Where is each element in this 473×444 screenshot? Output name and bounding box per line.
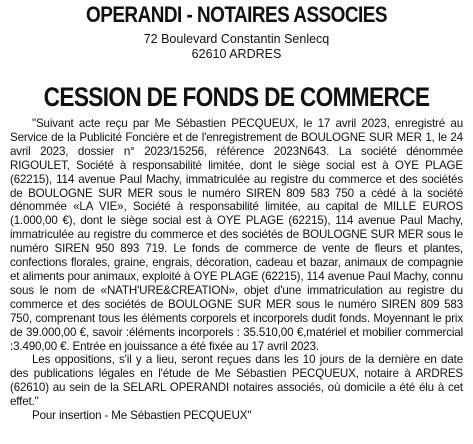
- notice-paragraph-oppositions: Les oppositions, s'il y a lieu, seront reçues dans les 10 jours de la dernière en date des publications légales en l'étude de Me Sébastien PECQUEUX, notaire à ARDRES (62610) au sein de la SELARL OPERANDI notaires associés, où domicile a été élu à cet effet.": [10, 353, 463, 409]
- notice-body: [10, 117, 463, 423]
- firm-address-street: 72 Boulevard Constantin Senlecq: [143, 32, 330, 46]
- firm-address-city: 62610 ARDRES: [191, 47, 282, 61]
- notice-paragraph-deed: "Suivant acte reçu par Me Sébastien PECQUEUX, le 17 avril 2023, enregistré au Service de la Publicité Foncière et de l'enregistrement de BOULOGNE SUR MER 1, le 24 avril 2023, dossier n° 2023/15256, référence 2023N643. La société dénommée RIGOULET, Société à responsabilité limitée, dont le siège social est à OYE PLAGE (62215), 114 avenue Paul Machy, immatriculée au registre du commerce et des sociétés de BOULOGNE SUR MER sous le numéro SIREN 809 583 750 a cédé à la société dénommée «LA VIE», Société à responsabilité limitée, au capital de MILLE EUROS (1.000,00 €), dont le siège social est à OYE PLAGE (62215), 114 avenue Paul Machy, immatriculée au registre du commerce et des sociétés de BOULOGNE SUR MER sous le numéro SIREN 950 893 719. Le fonds de commerce de vente de fleurs et plantes, confections florales, graine, engrais, décoration, cadeau et bazar, animaux de compagnie et aliments pour animaux, exploité à OYE PLAGE (62215), 114 avenue Paul Machy, connu sous le nom de «NATH'URE&CREATION», objet d'une immatriculation au registre du commerce et des sociétés de BOULOGNE SUR MER sous le numéro SIREN 809 583 750, comprenant tous les éléments corporels et incorporels dudit fonds. Moyennant le prix de 39.000,00 €, savoir :éléments incorporels : 35.510,00 €,matériel et mobilier commercial :3.490,00 €. Entrée en jouissance a été fixée au 17 avril 2023.: [10, 117, 463, 353]
- notice-signature: Pour insertion - Me Sébastien PECQUEUX": [32, 409, 252, 423]
- notice-title: CESSION DE FONDS DE COMMERCE: [43, 82, 430, 112]
- firm-name-heading: OPERANDI - NOTAIRES ASSOCIES: [86, 2, 387, 27]
